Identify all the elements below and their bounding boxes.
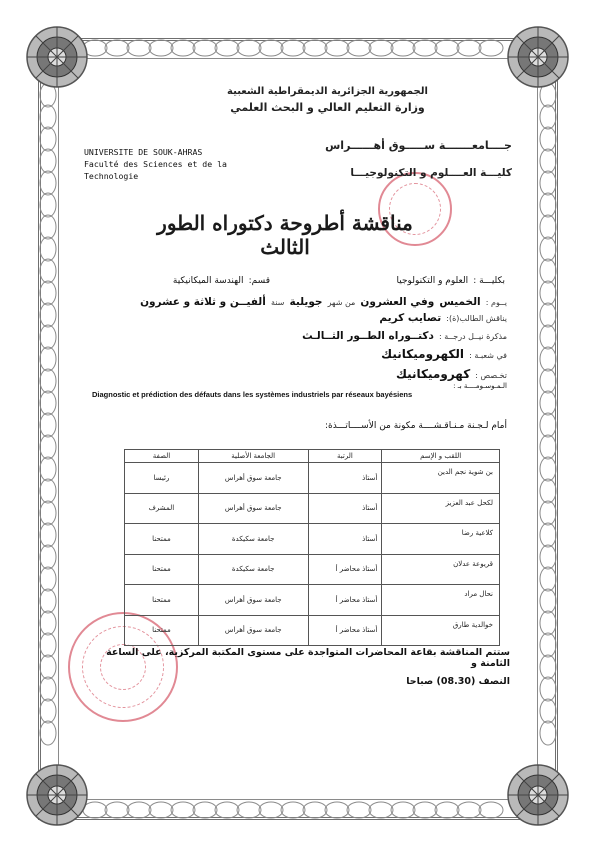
border-ornament-loop [540,391,556,415]
border-ornament-loop [347,40,371,56]
border-ornament-loop [259,40,283,56]
border-ornament-loop [40,589,56,613]
specialty-row [230,363,507,382]
border-ornament-loop [540,369,556,393]
border-ornament-loop [540,325,556,349]
jury-member-university: جامعة سكيكدة [198,554,308,585]
border-ornament-loop [171,40,195,56]
jury-member-name: لكحل عبد العزيز [382,493,500,524]
border-ornament-loop [540,281,556,305]
border-ornament-loop [540,501,556,525]
border-ornament-loop [40,523,56,547]
border-ornament-loop [540,413,556,437]
border-ornament-loop [479,802,503,818]
jury-member-university: جامعة سوق أهراس [198,615,308,646]
border-ornament-loop [347,802,371,818]
jury-member-role: ممتحنا [125,615,199,646]
jury-table-header-row [125,450,500,463]
year-value: ألفيــن و ثلاثة و عشرون [140,296,266,308]
day-value: الخميس [439,296,481,308]
border-ornament-loop [40,611,56,635]
student-row [250,306,507,325]
date-value: وفي العشرون [360,296,435,308]
thesis-label: الـمـوسـومــــة بـ : [453,382,507,390]
jury-member-name: خوالدية طارق [382,615,500,646]
border-ornament-loop [303,40,327,56]
jury-member-university: جامعة سوق أهراس [198,493,308,524]
table-row [125,615,500,646]
border-ornament-loop [281,40,305,56]
border-ornament-loop [40,699,56,723]
border-ornament-loop [391,40,415,56]
jury-member-role: المشرف [125,493,199,524]
border-ornament-loop [413,802,437,818]
border-ornament-loop [540,567,556,591]
border-ornament-loop [391,802,415,818]
table-row [125,524,500,555]
border-ornament-loop [457,802,481,818]
faculty-value: العلوم و التكنولوجيا [396,276,469,286]
border-ornament-loop [149,802,173,818]
jury-table [124,449,500,646]
jury-member-university: جامعة سكيكدة [198,524,308,555]
border-ornament-loop [40,347,56,371]
month-label: من شهر [327,298,356,307]
jury-member-role: رئيسا [125,463,199,494]
faculty-name-ar: كليـــة العــــلوم و التكنولوجيـــا [350,167,512,179]
border-ornament-loop [105,802,129,818]
jury-intro: أمام لـجـنة مـنـاقـشــــة مكونة من الأســــاتـــذة: [325,421,507,431]
border-ornament-loop [540,347,556,371]
border-ornament-loop [40,281,56,305]
jury-header-name: اللقب و الإسم [382,450,500,463]
border-ornament-loop [40,677,56,701]
branch-value: الكهروميكانيك [381,347,465,361]
border-ornament-loop [40,633,56,657]
border-ornament-loop [237,802,261,818]
table-row [125,493,500,524]
border-ornament-loop [149,40,173,56]
border-ornament-loop [540,523,556,547]
border-ornament-loop [40,391,56,415]
border-ornament-loop [540,105,556,129]
border-ornament-loop [40,171,56,195]
student-name: تصايب كريم [379,312,442,324]
border-ornament-loop [369,40,393,56]
corner-rosette-icon [22,760,92,830]
month-value: جويلية [289,296,323,308]
border-ornament-loop [540,589,556,613]
jury-member-rank: أستاذ [308,463,382,494]
student-label: يناقش الطالب(ة): [446,314,507,323]
faculty-row [280,268,505,287]
border-ornament-loop [40,215,56,239]
republic-heading: الجمهورية الجزائرية الديمقراطية الشعبية [227,86,428,97]
defense-time-line2: النصف (08.30) صباحا [406,676,510,687]
border-ornament-loop [479,40,503,56]
document-title: مناقشة أطروحة دكتوراه الطور الثالث [157,211,413,259]
university-name-fr: UNIVERSITE DE SOUK-AHRAS [84,147,203,157]
border-ornament-loop [105,40,129,56]
jury-member-name: كلاعية رضا [382,524,500,555]
border-ornament-loop [325,40,349,56]
border-ornament-loop [193,802,217,818]
faculty-label: بكليـــة : [473,276,505,286]
jury-member-rank: أستاذ محاضر أ [308,585,382,616]
border-ornament-loop [40,259,56,283]
border-ornament-loop [40,501,56,525]
department-label: قسم: [248,276,270,286]
university-name-ar: جــــامعـــــــة ســـــوق أهــــــراس [325,139,512,152]
document-title-box [140,203,430,257]
border-ornament-loop [540,655,556,679]
border-ornament-loop [40,369,56,393]
border-ornament-loop [540,545,556,569]
border-ornament-loop [40,457,56,481]
border-ornament-loop [457,40,481,56]
border-ornament-loop [127,40,151,56]
department-value: الهندسة الميكانيكية [172,276,244,286]
border-ornament-loop [40,721,56,745]
border-ornament-loop [40,105,56,129]
table-row [125,585,500,616]
jury-member-name: قريوعة عدلان [382,554,500,585]
border-ornament-loop [413,40,437,56]
border-ornament-loop [40,655,56,679]
jury-member-role: ممتحنا [125,585,199,616]
border-ornament-loop [540,457,556,481]
border-ornament-loop [540,237,556,261]
border-ornament-loop [540,215,556,239]
department-row [110,268,270,287]
border-ornament-loop [237,40,261,56]
border-ornament-loop [435,40,459,56]
border-ornament-loop [540,633,556,657]
jury-header-university: الجامعة الأصلية [198,450,308,463]
specialty-label: تخـصص : [475,371,507,380]
border-ornament-loop [40,567,56,591]
degree-value: دكتــوراه الطــور الثــالـث [302,330,434,342]
jury-member-role: ممتحنا [125,554,199,585]
border-ornament-loop [303,802,327,818]
year-label: سنة [270,298,285,307]
jury-member-university: جامعة سوق أهراس [198,463,308,494]
border-ornament-loop [325,802,349,818]
border-ornament-loop [540,127,556,151]
border-ornament-loop [215,40,239,56]
jury-member-rank: أستاذ [308,493,382,524]
jury-member-university: جامعة سوق أهراس [198,585,308,616]
border-ornament-loop [540,171,556,195]
border-ornament-loop [171,802,195,818]
branch-row [230,343,507,362]
jury-member-name: نحال مراد [382,585,500,616]
border-ornament-loop [540,303,556,327]
specialty-value: كهروميكانيك [395,367,471,381]
degree-label: مذكرة نيــل درجــة : [439,332,507,341]
border-ornament-loop [193,40,217,56]
jury-member-rank: أستاذ محاضر أ [308,554,382,585]
border-ornament-loop [127,802,151,818]
corner-rosette-icon [503,760,573,830]
degree-row [230,324,507,343]
jury-header-role: الصفة [125,450,199,463]
border-ornament-loop [540,259,556,283]
border-ornament-loop [435,802,459,818]
jury-member-rank: أستاذ محاضر أ [308,615,382,646]
border-ornament-loop [540,677,556,701]
border-ornament-loop [40,479,56,503]
border-ornament-loop [369,802,393,818]
jury-member-name: بن شوية نجم الدين [382,463,500,494]
border-ornament-loop [540,193,556,217]
table-row [125,463,500,494]
border-ornament-loop [540,699,556,723]
thesis-title: Diagnostic et prédiction des défauts dans les systèmes industriels par réseaux bayésiens [92,390,413,399]
table-row [125,554,500,585]
border-ornament-loop [40,237,56,261]
corner-rosette-icon [22,22,92,92]
border-ornament-loop [40,325,56,349]
border-ornament-loop [215,802,239,818]
jury-header-rank: الرتبة [308,450,382,463]
branch-label: في شعبـة : [469,351,507,360]
defense-location-line1: ستتم المناقشة بقاعة المحاضرات المتواجدة على مستوى المكتبة المركزية، على الساعة الثامنة و [106,647,510,669]
border-ornament-loop [540,721,556,745]
border-ornament-loop [540,435,556,459]
border-ornament-loop [540,149,556,173]
border-ornament-loop [281,802,305,818]
border-ornament-loop [540,611,556,635]
border-ornament-loop [40,545,56,569]
border-ornament-loop [259,802,283,818]
border-ornament-loop [40,435,56,459]
jury-member-rank: أستاذ [308,524,382,555]
faculty-name-fr-line2: Technologie [84,171,139,181]
day-label: يــوم : [485,298,507,307]
jury-member-role: ممتحنا [125,524,199,555]
border-ornament-loop [540,479,556,503]
corner-rosette-icon [503,22,573,92]
border-ornament-loop [40,127,56,151]
border-ornament-loop [40,303,56,327]
border-ornament-loop [40,413,56,437]
border-ornament-loop [40,149,56,173]
ministry-heading: وزارة التعليم العالي و البحث العلمي [230,101,425,114]
border-ornament-loop [40,193,56,217]
faculty-name-fr-line1: Faculté des Sciences et de la [84,159,227,169]
